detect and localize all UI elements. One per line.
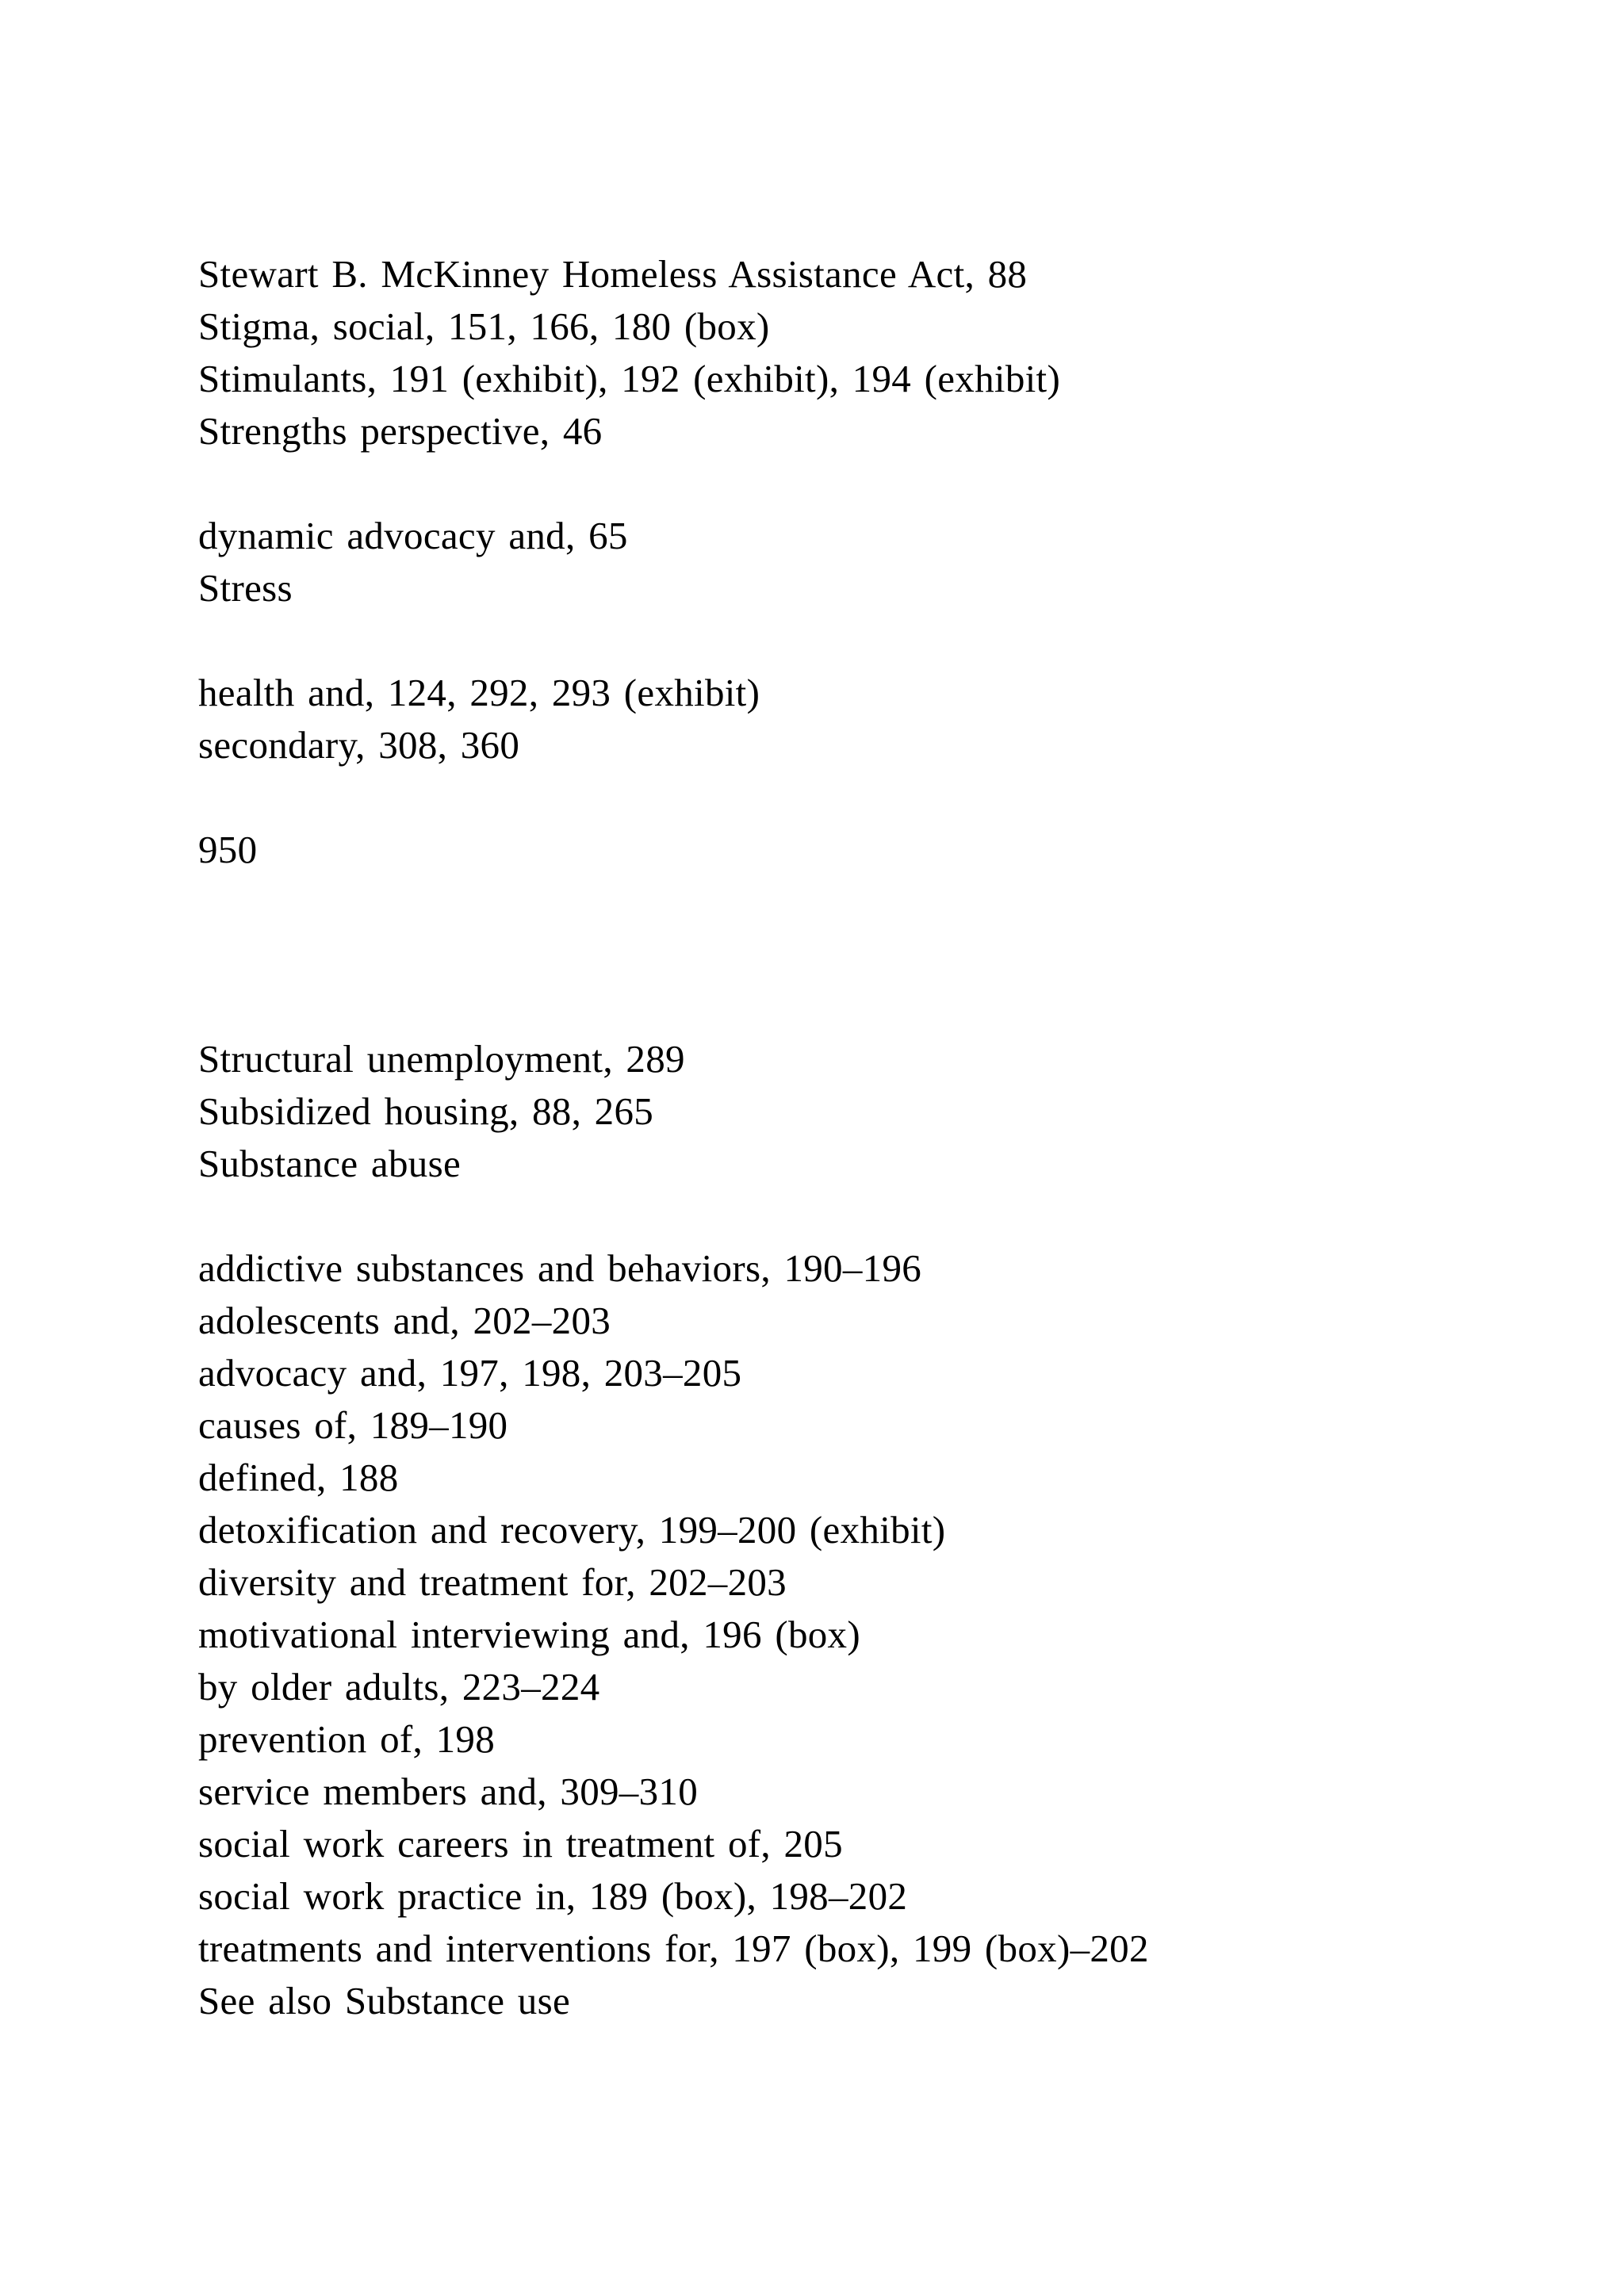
index-entry: Subsidized housing, 88, 265 — [198, 1089, 654, 1133]
index-subentry: diversity and treatment for, 202–203 — [198, 1560, 787, 1604]
index-subentry: detoxification and recovery, 199–200 (exhibit) — [198, 1508, 946, 1552]
index-subentry: advocacy and, 197, 198, 203–205 — [198, 1351, 742, 1395]
index-subentry: secondary, 308, 360 — [198, 723, 520, 767]
index-subentry: by older adults, 223–224 — [198, 1665, 600, 1709]
index-entry: Structural unemployment, 289 — [198, 1037, 685, 1081]
index-subentry: adolescents and, 202–203 — [198, 1299, 611, 1342]
index-entry: Substance abuse — [198, 1142, 461, 1185]
index-subentry: social work practice in, 189 (box), 198–202 — [198, 1874, 908, 1918]
index-subentry: defined, 188 — [198, 1456, 399, 1499]
index-entry: Stigma, social, 151, 166, 180 (box) — [198, 304, 770, 348]
index-subentry: causes of, 189–190 — [198, 1403, 508, 1447]
index-entry: Strengths perspective, 46 — [198, 409, 603, 453]
index-entry: Stimulants, 191 (exhibit), 192 (exhibit), 194 (exhibit) — [198, 357, 1061, 400]
index-subentry: prevention of, 198 — [198, 1717, 496, 1761]
index-entry: Stress — [198, 566, 293, 610]
index-subentry: dynamic advocacy and, 65 — [198, 514, 628, 557]
page-number: 950 — [198, 828, 258, 871]
index-subentry: addictive substances and behaviors, 190–196 — [198, 1246, 922, 1290]
index-subentry: motivational interviewing and, 196 (box) — [198, 1613, 860, 1656]
index-subentry: service members and, 309–310 — [198, 1770, 699, 1813]
index-subentry: treatments and interventions for, 197 (box), 199 (box)–202 — [198, 1927, 1149, 1970]
index-cross-reference: See also Substance use — [198, 1979, 571, 2022]
index-subentry: health and, 124, 292, 293 (exhibit) — [198, 671, 760, 714]
index-entry: Stewart B. McKinney Homeless Assistance Act, 88 — [198, 252, 1028, 296]
index-subentry: social work careers in treatment of, 205 — [198, 1822, 843, 1866]
